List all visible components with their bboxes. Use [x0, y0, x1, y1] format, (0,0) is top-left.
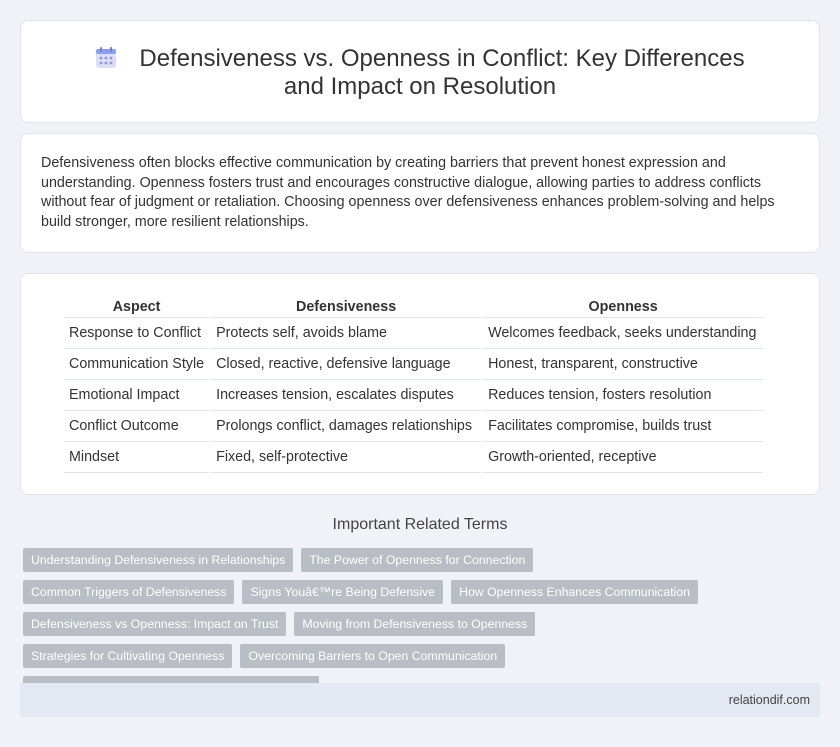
- cell-defensiveness: Fixed, self-protective: [211, 442, 481, 473]
- intro-paragraph: Defensiveness often blocks effective communication by creating barriers that prevent honest expression and understanding. Openness fosters trust and encourages constructive dialogue, allowing parties to address conflicts without fear of judgment or retaliation. Choosing openness over defensiveness enhances problem-solving and helps build stronger, more resilient relationships.: [41, 155, 775, 230]
- footer-site[interactable]: relationdif.com: [728, 693, 810, 707]
- cell-openness: Growth-oriented, receptive: [483, 442, 763, 473]
- cell-openness: Reduces tension, fosters resolution: [483, 380, 763, 411]
- cell-aspect: Response to Conflict: [64, 318, 209, 349]
- table-row: [64, 349, 763, 380]
- intro-card: [20, 133, 820, 253]
- comparison-table: [62, 296, 765, 473]
- cell-defensiveness: Prolongs conflict, damages relationships: [211, 411, 481, 442]
- table-row: [64, 411, 763, 442]
- footer: [20, 683, 820, 717]
- cell-aspect: Emotional Impact: [64, 380, 209, 411]
- comparison-table-card: [20, 273, 820, 495]
- cell-aspect: Mindset: [64, 442, 209, 473]
- calendar-icon: [95, 47, 117, 69]
- cell-openness: Honest, transparent, constructive: [483, 349, 763, 380]
- related-tag[interactable]: Strategies for Cultivating Openness: [23, 644, 232, 668]
- cell-openness: Welcomes feedback, seeks understanding: [483, 318, 763, 349]
- related-tag[interactable]: Understanding Defensiveness in Relationships: [23, 548, 293, 572]
- related-tag[interactable]: Moving from Defensiveness to Openness: [294, 612, 535, 636]
- related-tag[interactable]: Signs Youâ€™re Being Defensive: [242, 580, 443, 604]
- related-tag[interactable]: The Power of Openness for Connection: [301, 548, 533, 572]
- related-tag[interactable]: Common Triggers of Defensiveness: [23, 580, 234, 604]
- table-row: [64, 318, 763, 349]
- header-card: [20, 20, 820, 123]
- table-row: [64, 442, 763, 473]
- cell-defensiveness: Increases tension, escalates disputes: [211, 380, 481, 411]
- related-terms-title: Important Related Terms: [332, 516, 508, 533]
- header-defensiveness: Defensiveness: [211, 296, 481, 318]
- page-title: [77, 45, 763, 101]
- cell-aspect: Conflict Outcome: [64, 411, 209, 442]
- related-tag[interactable]: How Openness Enhances Communication: [451, 580, 698, 604]
- page-title-text: Defensiveness vs. Openness in Conflict: Key Differences and Impact on Resolution: [139, 45, 745, 100]
- related-tag[interactable]: Defensiveness vs Openness: Impact on Trust: [23, 612, 286, 636]
- cell-defensiveness: Protects self, avoids blame: [211, 318, 481, 349]
- table-row: [64, 380, 763, 411]
- table-header-row: [64, 296, 763, 318]
- cell-defensiveness: Closed, reactive, defensive language: [211, 349, 481, 380]
- cell-openness: Facilitates compromise, builds trust: [483, 411, 763, 442]
- header-openness: Openness: [483, 296, 763, 318]
- cell-aspect: Communication Style: [64, 349, 209, 380]
- related-tag[interactable]: Overcoming Barriers to Open Communication: [240, 644, 505, 668]
- header-aspect: Aspect: [64, 296, 209, 318]
